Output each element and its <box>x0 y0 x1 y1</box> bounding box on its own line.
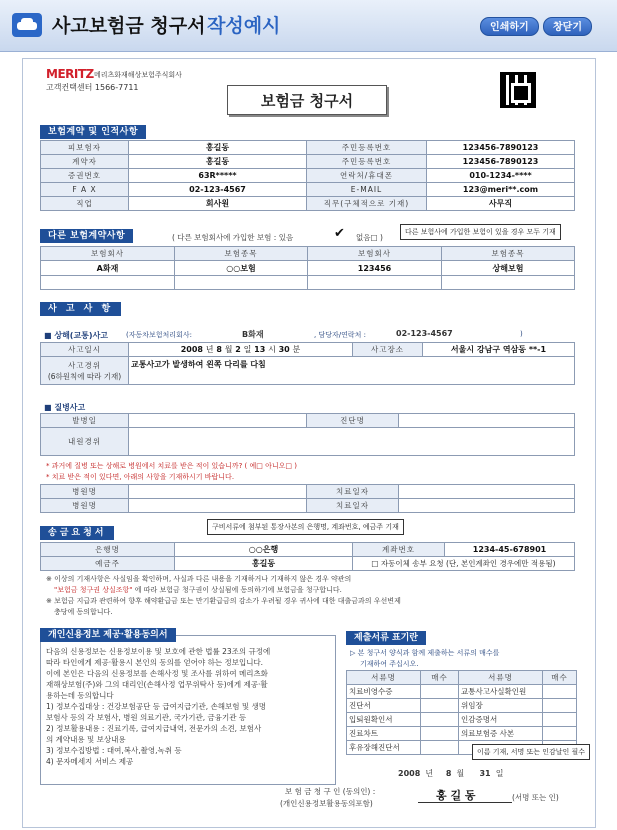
cell-value: 교통사고사실확인원 <box>459 685 543 699</box>
remittance-table <box>40 542 575 571</box>
column-header: 보험회사 <box>308 247 442 261</box>
cell-value: A화재 <box>41 261 175 276</box>
cell-value: 123@meri**.com <box>427 183 575 197</box>
cell-label: 병원명 <box>41 485 129 499</box>
notice-line-4: 충당에 동의합니다. <box>54 608 113 616</box>
cell-value <box>129 499 307 513</box>
cell-label: 계좌번호 <box>353 543 445 557</box>
table-row <box>41 183 575 197</box>
cell-label: 계약자 <box>41 155 129 169</box>
cell-label: 치료일자 <box>307 499 399 513</box>
cell-label: 은행명 <box>41 543 175 557</box>
cell-label: 연락처/휴대폰 <box>307 169 427 183</box>
cell-label: 증권번호 <box>41 169 129 183</box>
cell-value: 사무직 <box>427 197 575 211</box>
sign-date: 2008 년 8 월 31 일 <box>398 769 504 778</box>
cell-value: ○○은행 <box>175 543 353 557</box>
accident-datetime: 2008 년 8 월 2 일 13 시 30 분 <box>129 343 353 357</box>
hint-bubble-other: 다른 보험사에 가입한 보험이 있을 경우 모두 기재 <box>400 224 561 240</box>
checkmark-icon: ✔ <box>334 226 345 241</box>
question-treatment-note: * 치료 받은 적이 있다면, 아래의 사항을 기재하시기 바랍니다. <box>46 473 235 481</box>
documents-note-1: ▷ 본 청구서 양식과 함께 제출하는 서류의 매수를 <box>350 649 500 657</box>
column-header: 보험회사 <box>41 247 175 261</box>
section-title-accident: 사 고 사 항 <box>40 302 121 316</box>
close-button[interactable]: 창닫기 <box>543 17 592 36</box>
cell-value <box>129 485 307 499</box>
cell-label: 직업 <box>41 197 129 211</box>
traffic-insurer: B화재 <box>242 330 264 339</box>
cell-value: 123456-7890123 <box>427 155 575 169</box>
cell-value: 위임장 <box>459 699 543 713</box>
cell-value: 진단서 <box>347 699 421 713</box>
table-row <box>347 699 577 713</box>
table-row <box>41 276 575 290</box>
cell-value: 치료비영수증 <box>347 685 421 699</box>
qr-code-icon <box>500 72 536 108</box>
disease-table <box>40 413 575 456</box>
cell-label: 사고일시 <box>41 343 129 357</box>
cell-value <box>543 699 577 713</box>
cell-value: 1234-45-678901 <box>445 543 575 557</box>
cell-label: 치료일자 <box>307 485 399 499</box>
column-header: 매수 <box>543 671 577 685</box>
cell-value <box>421 713 459 727</box>
privacy-consent-title: 개인신용정보 제공·활용동의서 <box>40 628 176 642</box>
cell-value: 상해보험 <box>442 261 575 276</box>
cell-label: 진단명 <box>307 414 399 428</box>
cell-label: 직무(구체적으로 기재) <box>307 197 427 211</box>
cell-value <box>421 699 459 713</box>
cell-label: 사고장소 <box>353 343 423 357</box>
table-row <box>41 261 575 276</box>
cell-value <box>399 414 575 428</box>
claimant-name: 홍 길 동 <box>436 789 476 802</box>
table-row <box>41 169 575 183</box>
cell-value: 진료차트 <box>347 727 421 741</box>
cell-value <box>129 414 307 428</box>
contact-value: 02-123-4567 <box>396 329 453 338</box>
column-header: 서류명 <box>347 671 421 685</box>
hint-bubble-remit: 구비서류에 첨부된 통장사본의 은행명, 계좌번호, 예금주 기재 <box>207 519 404 535</box>
cell-value <box>543 713 577 727</box>
cell-value <box>129 428 575 456</box>
table-row <box>347 727 577 741</box>
table-row <box>41 155 575 169</box>
cell-value: 서울시 강남구 역삼동 **-1 <box>423 343 575 357</box>
cell-label: F A X <box>41 183 129 197</box>
cell-value: 의료보험증 사본 <box>459 727 543 741</box>
hospital-table <box>40 484 575 513</box>
cell-value: 홍길동 <box>129 155 307 169</box>
table-row <box>41 141 575 155</box>
table-row <box>41 543 575 557</box>
cell-value <box>421 741 459 755</box>
table-row <box>347 685 577 699</box>
traffic-insurer-info: (자동차보험처리회사: <box>126 331 192 339</box>
seal-label: (서명 또는 인) <box>512 793 559 802</box>
disease-accident-label: ■ 질병사고 <box>44 403 86 412</box>
section-title-remittance: 송금요청서 <box>40 526 114 540</box>
table-row <box>41 557 575 571</box>
cell-label: 주민등록번호 <box>307 141 427 155</box>
cell-value: 63R***** <box>129 169 307 183</box>
cell-value: 교통사고가 발생하여 왼쪽 다리를 다침 <box>129 357 575 385</box>
other-insurance-none: 없음□ ) <box>356 233 383 242</box>
cell-label: 발병일 <box>41 414 129 428</box>
cell-label: 예금주 <box>41 557 175 571</box>
hint-bubble-sign: 이름 기재, 서명 또는 인감날인 필수 <box>472 744 590 760</box>
cell-label: 사고경위 (6하원칙에 따라 기재) <box>41 357 129 385</box>
cell-value: 010-1234-**** <box>427 169 575 183</box>
company-phone: 고객컨택센터 1566-7711 <box>46 83 139 92</box>
other-insurance-table <box>40 246 575 290</box>
car-icon <box>12 13 42 37</box>
documents-table <box>346 670 577 755</box>
cell-value: 인감증명서 <box>459 713 543 727</box>
documents-note-2: 기재하여 주십시오. <box>360 660 419 668</box>
page-header <box>0 0 617 52</box>
table-row <box>41 499 575 513</box>
cell-value: 123456-7890123 <box>427 141 575 155</box>
table-row <box>41 357 575 385</box>
table-row <box>41 197 575 211</box>
section-title-contract: 보험계약 및 인적사항 <box>40 125 146 139</box>
cell-value <box>543 685 577 699</box>
cell-value: 후유장해진단서 <box>347 741 421 755</box>
cell-value <box>543 727 577 741</box>
signature-line <box>418 802 512 803</box>
cell-value: 회사원 <box>129 197 307 211</box>
notice-line-3: ※ 보험금 지급과 관련하여 향후 해약환급금 또는 만기환급금의 감소가 우려될 경우 귀사에 대한 대출금과의 우선변제 <box>46 597 401 605</box>
company-name: 메리츠화재해상보험주식회사 <box>94 71 182 79</box>
cell-value: 홍길동 <box>175 557 353 571</box>
table-row <box>41 343 575 357</box>
page-subtitle: 작성예시 <box>207 15 281 37</box>
column-header: 서류명 <box>459 671 543 685</box>
cell-value: 홍길동 <box>129 141 307 155</box>
question-past-treatment: * 과거에 질병 또는 상해로 병원에서 치료를 받은 적이 있습니까? ( 예□ 아니오□ ) <box>46 462 297 470</box>
cell-value <box>399 485 575 499</box>
table-row <box>347 671 577 685</box>
column-header: 보험종목 <box>442 247 575 261</box>
contact-label: , 담당자/연락처 : <box>314 331 366 339</box>
auto-transfer-option: □ 자동이체 송부 요청 (단, 본인계좌인 경우에만 적용됨) <box>353 557 575 571</box>
cell-value <box>421 685 459 699</box>
traffic-accident-label: ■ 상해(교통)사고 <box>44 331 109 340</box>
company-logo: MERITZ <box>46 67 94 81</box>
column-header: 매수 <box>421 671 459 685</box>
cell-value: ○○보험 <box>175 261 308 276</box>
claimant-consent-label: (개인신용정보활용동의포함) <box>280 799 373 808</box>
cell-value: 02-123-4567 <box>129 183 307 197</box>
print-button[interactable]: 인쇄하기 <box>480 17 539 36</box>
notice-line-1: ※ 이상의 기재사항은 사실임을 확인하며, 사실과 다른 내용을 기재하거나 기재하지 않은 경우 약관의 <box>46 575 352 583</box>
page-title: 사고보험금 청구서 <box>52 15 206 37</box>
documents-title: 제출서류 표기란 <box>346 631 426 645</box>
cell-value: 123456 <box>308 261 442 276</box>
other-insurance-question: ( 다른 보험회사에 가입한 보험 : 있음 <box>172 233 294 242</box>
cell-value <box>399 499 575 513</box>
contract-table <box>40 140 575 211</box>
cell-value <box>421 727 459 741</box>
cell-label: 주민등록번호 <box>307 155 427 169</box>
table-row <box>41 428 575 456</box>
cell-label: 내원경위 <box>41 428 129 456</box>
notice-line-2: "보험금 청구권 상실조항" 에 따라 보험금 청구권이 상실됨에 동의하기에 보험금을 청구합니다. <box>54 586 342 594</box>
accident-table <box>40 342 575 385</box>
table-row <box>41 485 575 499</box>
column-header: 보험종목 <box>175 247 308 261</box>
table-row <box>41 247 575 261</box>
claimant-label: 보 험 금 청 구 인 (동의인) : <box>285 787 376 796</box>
cell-value: 입퇴원확인서 <box>347 713 421 727</box>
table-row <box>347 713 577 727</box>
table-row <box>41 414 575 428</box>
document-title: 보험금 청구서 <box>227 85 387 115</box>
privacy-consent-text: 다음의 신용정보는 신용정보이용 및 보호에 관한 법률 23조의 규정에 따라 타인에게 제공·활용시 본인의 동의를 얻어야 하는 정보입니다. 이에 본인은 다음의 신용정보를 손해사정 및 조사를 위하여 메리츠화 재해상보험(주)와 그의 대리인(손해사정 업무위탁사 등)에게 제공·활 용하는데 동의합니다 1) 정보수집대상 : 건강보험공단 등 급여지급기관, 손해보험 및 생명 보험사 등의 각 보험사, 병원 의료기관, 국가기관, 금융기관 등 2) 정보활용내용 : 진료기록, 급여지급내역, 전문가의 소견, 보험사 의 계약내용 및 보상내용 3) 정보수집방법 : 대여,복사,촬영,녹취 등 4) 문자메세지 서비스 제공 <box>46 647 271 766</box>
close-paren: ) <box>520 330 523 338</box>
cell-label: 병원명 <box>41 499 129 513</box>
cell-label: E-MAIL <box>307 183 427 197</box>
section-title-other-insurance: 다른 보험계약사항 <box>40 229 133 243</box>
cell-label: 피보험자 <box>41 141 129 155</box>
